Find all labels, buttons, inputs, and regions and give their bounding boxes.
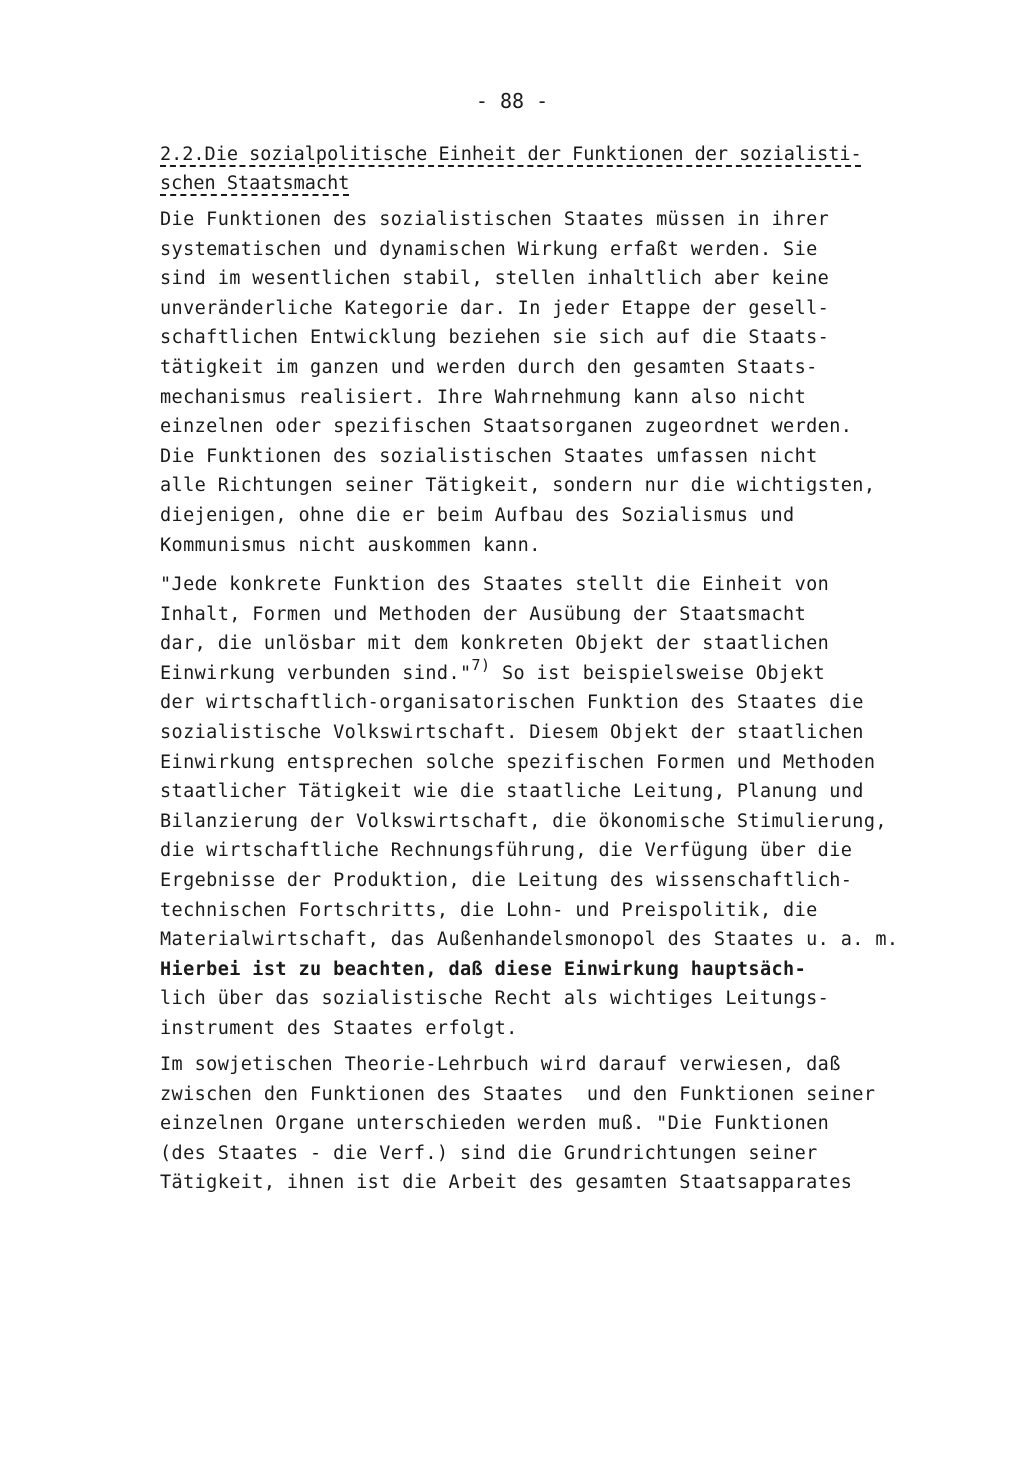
text-line: Einwirkung entsprechen solche spezifischen Formen und Methoden xyxy=(160,751,876,773)
text-line: der wirtschaftlich-organisatorischen Funktion des Staates die xyxy=(160,692,864,714)
text-line: staatlicher Tätigkeit wie die staatliche Leitung, Planung und xyxy=(160,781,864,803)
text-line: systematischen und dynamischen Wirkung erfaßt werden. Sie xyxy=(160,238,818,260)
page-number: - 88 - xyxy=(475,89,549,113)
text-line: sind im wesentlichen stabil, stellen inhaltlich aber keine xyxy=(160,268,830,290)
text-line: Kommunismus nicht auskommen kann. xyxy=(160,534,541,556)
paragraph-2 xyxy=(160,570,950,1044)
text-line: schaftlichen Entwicklung beziehen sie sich auf die Staats- xyxy=(160,327,830,349)
text-line: alle Richtungen seiner Tätigkeit, sondern nur die wichtigsten, xyxy=(160,475,876,497)
text-line: mechanismus realisiert. Ihre Wahrnehmung kann also nicht xyxy=(160,386,807,408)
paragraph-3 xyxy=(160,1050,950,1198)
text-line: Inhalt, Formen und Methoden der Ausübung der Staatsmacht xyxy=(160,603,807,625)
text-line: Tätigkeit, ihnen ist die Arbeit des gesamten Staatsapparates xyxy=(160,1172,853,1194)
text-line: Die Funktionen des sozialistischen Staates müssen in ihrer xyxy=(160,209,830,230)
text-line: Die Funktionen des sozialistischen Staates umfassen nicht xyxy=(160,445,818,467)
text-line: Ergebnisse der Produktion, die Leitung des wissenschaftlich- xyxy=(160,869,853,891)
paragraph-1 xyxy=(160,205,950,560)
text-line: dar, die unlösbar mit dem konkreten Objekt der staatlichen xyxy=(160,633,830,655)
heading-line: schen Staatsmacht xyxy=(160,173,350,194)
text-segment: Einwirkung verbunden sind." xyxy=(160,662,472,684)
text-line: einzelnen Organe unterschieden werden muß. "Die Funktionen xyxy=(160,1113,830,1135)
text-line: diejenigen, ohne die er beim Aufbau des Sozialismus und xyxy=(160,504,795,526)
text-line: Materialwirtschaft, das Außenhandelsmonopol des Staates u. a. m. xyxy=(160,929,899,951)
text-line: zwischen den Funktionen des Staates und den Funktionen seiner xyxy=(160,1083,876,1105)
text-line: "Jede konkrete Funktion des Staates stellt die Einheit von xyxy=(160,574,830,595)
text-line: (des Staates - die Verf.) sind die Grundrichtungen seiner xyxy=(160,1142,818,1164)
text-line-bold: Hierbei ist zu beachten, daß diese Einwirkung hauptsäch- xyxy=(160,958,807,980)
heading-line: 2.2.Die sozialpolitische Einheit der Funktionen der sozialisti- xyxy=(160,144,862,165)
section-heading xyxy=(160,140,940,198)
text-line: sozialistische Volkswirtschaft. Diesem Objekt der staatlichen xyxy=(160,721,864,743)
text-line-with-footnote xyxy=(160,655,950,689)
text-line: lich über das sozialistische Recht als wichtiges Leitungs- xyxy=(160,988,830,1010)
text-line: die wirtschaftliche Rechnungsführung, die Verfügung über die xyxy=(160,840,853,862)
text-line: technischen Fortschritts, die Lohn- und Preispolitik, die xyxy=(160,899,818,921)
text-segment: So ist beispielsweise Objekt xyxy=(490,662,826,684)
text-line: instrument des Staates erfolgt. xyxy=(160,1017,518,1039)
text-line: Im sowjetischen Theorie-Lehrbuch wird darauf verwiesen, daß xyxy=(160,1054,841,1075)
text-line: unveränderliche Kategorie dar. In jeder Etappe der gesell- xyxy=(160,297,830,319)
text-line: Bilanzierung der Volkswirtschaft, die ökonomische Stimulierung, xyxy=(160,810,887,832)
text-line: tätigkeit im ganzen und werden durch den gesamten Staats- xyxy=(160,356,818,378)
footnote-reference: 7) xyxy=(471,655,491,674)
text-line: einzelnen oder spezifischen Staatsorganen zugeordnet werden. xyxy=(160,416,853,438)
